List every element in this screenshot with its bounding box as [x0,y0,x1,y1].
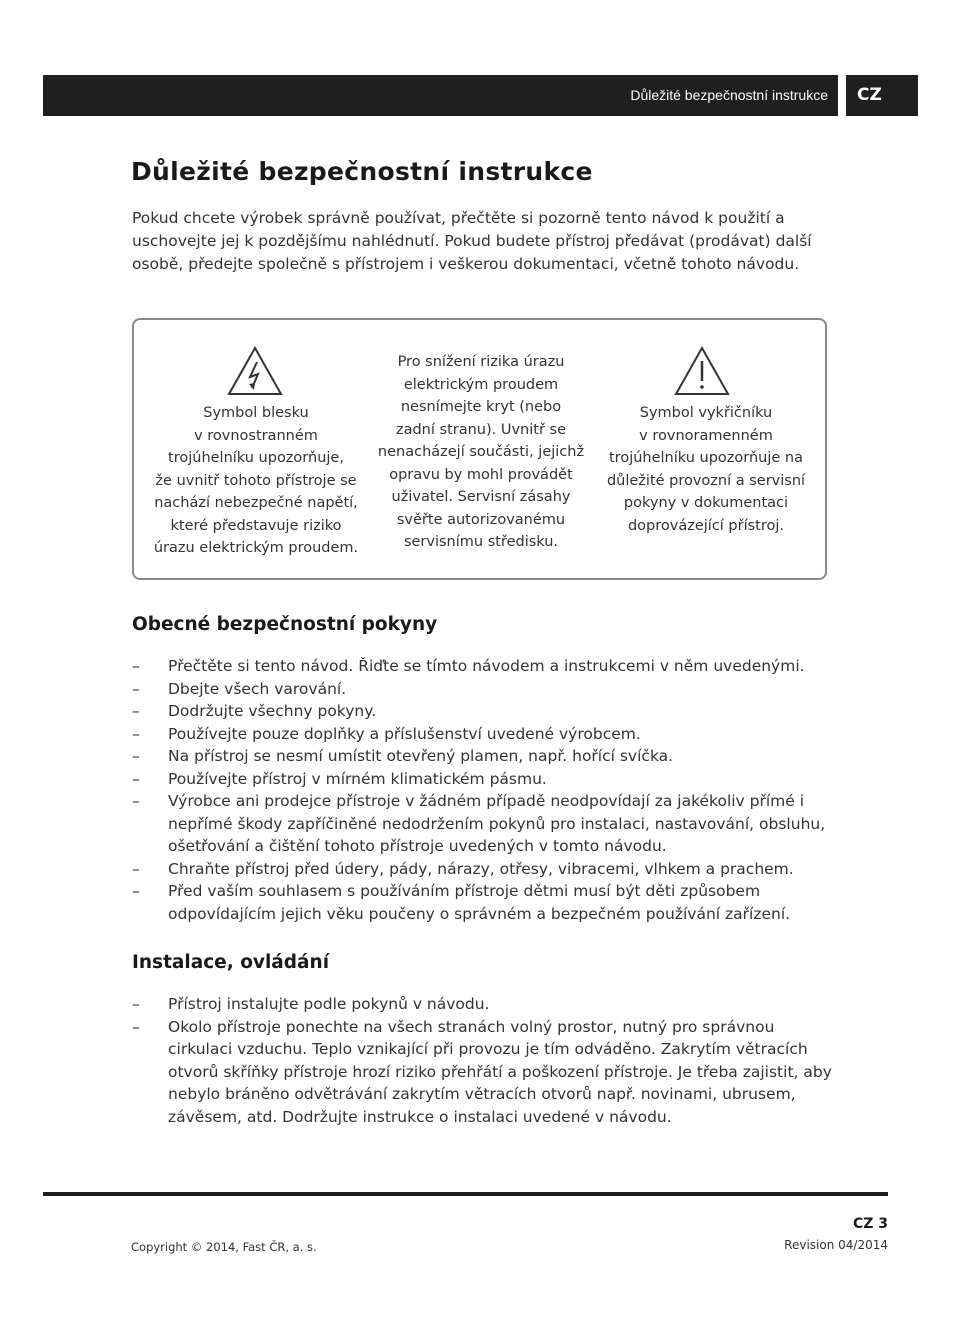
bullet-dash: – [132,792,140,810]
text-line: nesnímejte kryt (nebo [400,399,562,415]
text-line: pokyny v dokumentaci [623,495,789,511]
footer-rule [43,1192,888,1196]
lightning-symbol-text [146,402,366,560]
list-item [132,723,832,746]
text-line: důležité provozní a servisní [606,472,806,489]
text-line: opravu by mohl provádět [389,466,573,483]
general-safety-list [132,655,832,925]
text-line: elektrickým proudem [403,376,559,393]
text-line: svěřte autorizovanému [396,511,566,528]
bullet-dash: – [132,679,140,698]
list-item [132,858,832,881]
text-line: v rovnostranném [194,427,318,444]
shock-risk-text [370,351,592,554]
page-number: CZ 3 [852,1216,888,1232]
text-line: nenacházejí součásti, jejichž [377,444,585,460]
header-bar [43,75,838,116]
list-item-text: Používejte přístroj v mírném klimatickém pásmu. [168,769,547,788]
language-badge [846,75,918,116]
list-item-text: Výrobce ani prodejce přístroje v žádném případě neodpovídají za jakékoliv přímé i nepřímé škody zapříčiněné nedodržením pokynů pro instalaci, nastavování, obsluhu, ošetřování a čištění tohoto přístroje uvedených v tomto návodu. [168,792,826,855]
text-line: uživatel. Servisní zásahy [391,489,571,505]
bullet-dash: – [132,747,140,765]
list-item-text: Okolo přístroje ponechte na všech stranách volný prostor, nutný pro správnou cirkulaci vzduchu. Teplo vznikající při provozu je tím odváděno. Zakrytím větracích otvorů skříňky přístroje hrozí riziko přehřátí a poškození přístroje. Je třeba zajistit, aby nebylo bráněno odvětrávání zakrytím větracích otvorů např. novinami, ubrusem, závěsem, atd. Dodržujte instrukce o instalaci uvedené v návodu. [168,1017,832,1126]
list-item [132,745,832,768]
bullet-dash: – [132,1017,140,1036]
bullet-dash: – [132,657,140,675]
text-line: Symbol blesku [203,405,309,421]
text-line: servisnímu středisku. [403,534,559,550]
bullet-dash: – [132,724,140,743]
exclamation-symbol-text [596,402,816,537]
list-item-text: Přístroj instalujte podle pokynů v návodu. [168,995,490,1013]
lightning-warning-icon [227,346,283,396]
text-line: trojúhelníku upozorňuje, [168,450,344,466]
language-badge-label: CZ [857,85,882,105]
list-item-text: Přečtěte si tento návod. Řiďte se tímto návodem a instrukcemi v něm uvedenými. [168,657,805,675]
intro-paragraph: Pokud chcete výrobek správně používat, přečtěte si pozorně tento návod k použití a uschovejte jej k pozdějšímu nahlédnutí. Pokud budete přístroj předávat (prodávat) další osobě, předejte společně s přístrojem i veškerou dokumentaci, včetně tohoto návodu. [132,209,812,273]
list-item [132,880,832,925]
revision: Revision 04/2014 [784,1238,888,1252]
text-line: trojúhelníku upozorňuje na [609,450,803,466]
warning-box [132,318,827,580]
list-item [132,700,832,723]
bullet-dash: – [132,882,140,900]
bullet-dash: – [132,769,140,788]
bullet-dash: – [132,995,140,1013]
exclamation-warning-icon [674,346,730,396]
list-item [132,993,832,1016]
list-item-text: Před vaším souhlasem s používáním přístroje dětmi musí být děti způsobem odpovídajícím jejich věku poučeny o správném a bezpečném používání zařízení. [168,882,791,923]
text-line: úrazu elektrickým proudem. [153,540,359,556]
list-item-text: Na přístroj se nesmí umístit otevřený plamen, např. hořící svíčka. [168,747,674,765]
bullet-dash: – [132,859,140,878]
text-line: doprovázející přístroj. [627,517,785,534]
text-line: které představuje riziko [170,517,342,534]
list-item [132,678,832,701]
text-line: nachází nebezpečné napětí, [154,495,358,511]
text-line: zadní stranu). Uvnitř se [395,421,566,438]
list-item-text: Dodržujte všechny pokyny. [168,702,377,720]
list-item-text: Používejte pouze doplňky a příslušenství uvedené výrobcem. [168,724,641,743]
header-title: Důležité bezpečnostní instrukce [630,87,828,103]
list-item [132,655,832,678]
text-line: že uvnitř tohoto přístroje se [155,472,357,489]
page-title: Důležité bezpečnostní instrukce [131,157,593,186]
text-line: v rovnoramenném [639,427,773,444]
list-item [132,768,832,791]
text-line: Pro snížení rizika úrazu [397,354,565,370]
section-title-installation: Instalace, ovládání [132,952,330,973]
bullet-dash: – [132,702,140,720]
list-item-text: Dbejte všech varování. [168,679,347,698]
list-item-text: Chraňte přístroj před údery, pády, nárazy, otřesy, vibracemi, vlhkem a prachem. [168,859,794,878]
section-title-general-safety: Obecné bezpečnostní pokyny [132,614,438,635]
list-item [132,790,832,858]
text-line: Symbol vykřičníku [639,405,773,421]
installation-list [132,993,832,1128]
copyright: Copyright © 2014, Fast ČR, a. s. [131,1240,317,1254]
list-item [132,1016,832,1129]
